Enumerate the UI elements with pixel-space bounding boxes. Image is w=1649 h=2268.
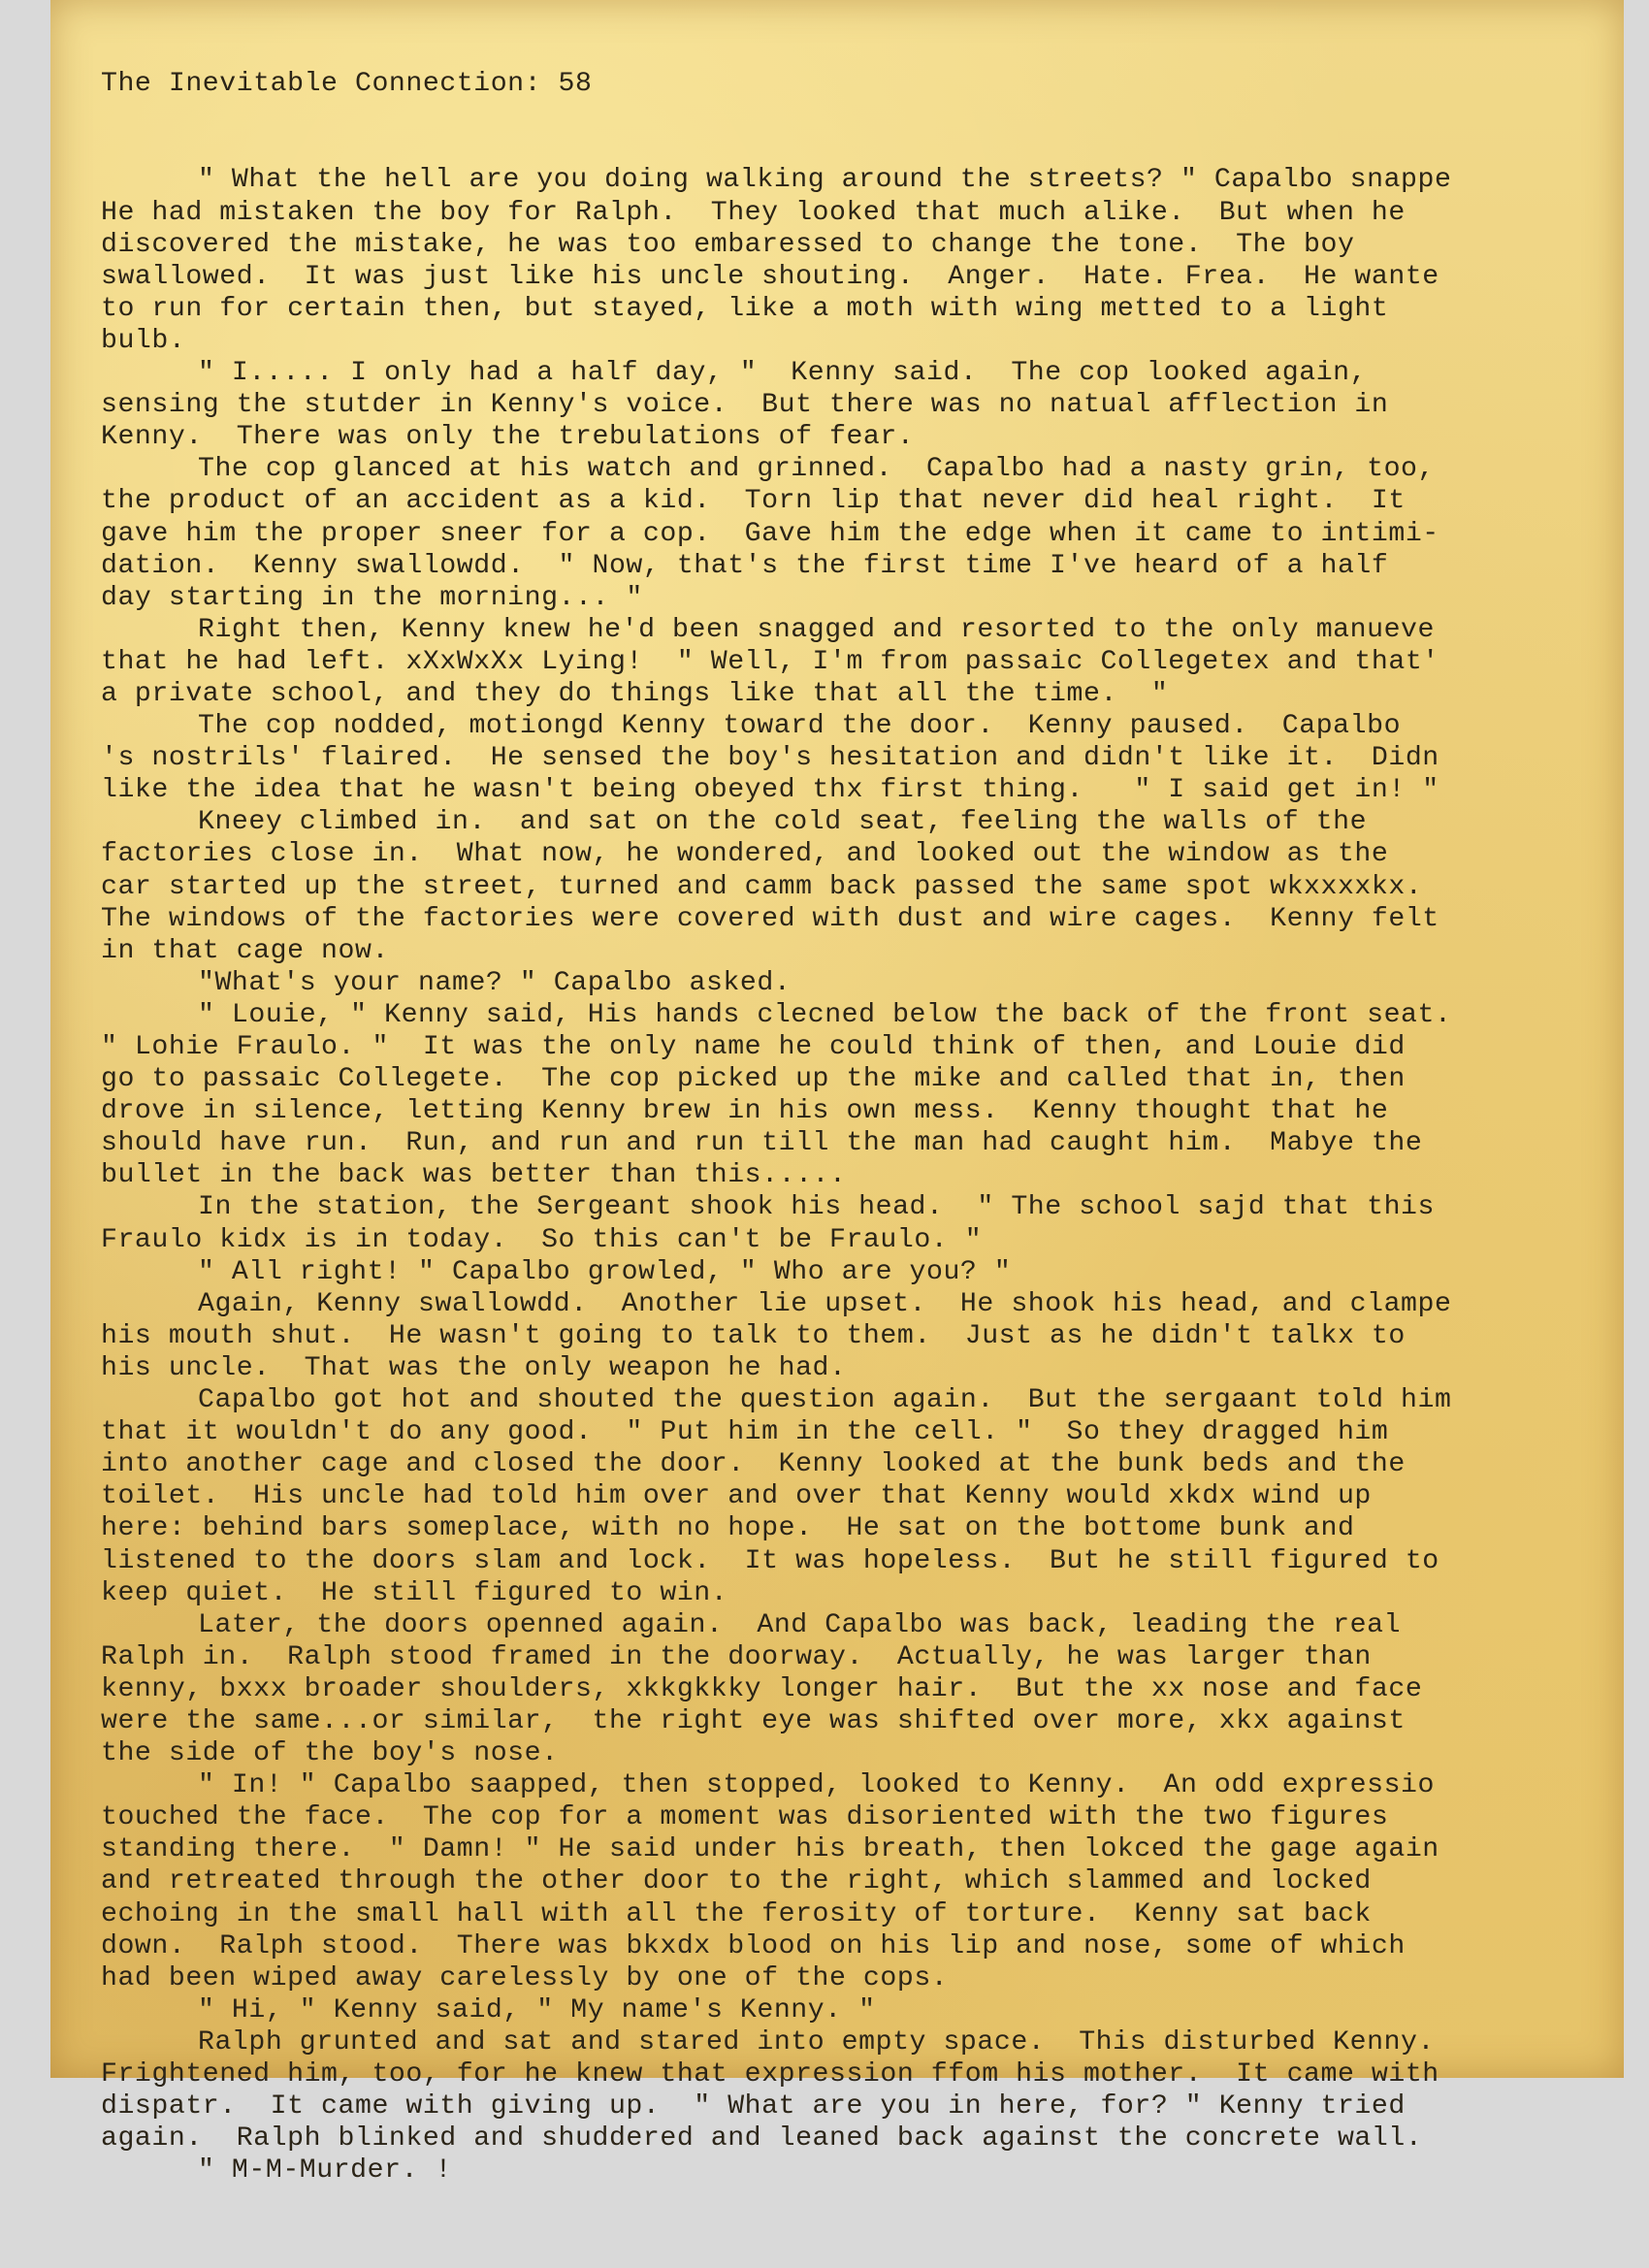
text-line: keep quiet. He still figured to win. [101, 1577, 728, 1608]
text-line: listened to the doors slam and lock. It was hopeless. But he still figured to [101, 1545, 1439, 1576]
page-header: The Inevitable Connection: 58 [101, 69, 593, 100]
text-line: " Louie, " Kenny said, His hands clecned below the back of the front seat. [198, 999, 1452, 1030]
text-line: should have run. Run, and run and run till the man had caught him. Mabye the [101, 1128, 1423, 1159]
text-line: Kenny. There was only the trebulations of fear. [101, 422, 915, 453]
text-line: 's nostrils' flaired. He sensed the boy's hesitation and didn't like it. Didn [101, 743, 1439, 774]
text-line: " Hi, " Kenny said, " My name's Kenny. " [198, 1994, 876, 2025]
text-line: day starting in the morning... " [101, 582, 643, 613]
text-line: " All right! " Capalbo growled, " Who are you? " [198, 1256, 1012, 1287]
text-line: his mouth shut. He wasn't going to talk to them. Just as he didn't talkx to [101, 1320, 1406, 1351]
text-line: Again, Kenny swallowdd. Another lie upset. He shook his head, and clampe [198, 1288, 1452, 1319]
text-line: Ralph in. Ralph stood framed in the doorway. Actually, he was larger than [101, 1641, 1372, 1672]
text-line: " What the hell are you doing walking around the streets? " Capalbo snappe [198, 165, 1452, 196]
text-line: gave him the proper sneer for a cop. Gave him the edge when it came to intimi- [101, 518, 1439, 549]
text-line: the product of an accident as a kid. Torn lip that never did heal right. It [101, 486, 1406, 517]
text-line: and retreated through the other door to the right, which slammed and locked [101, 1866, 1372, 1897]
text-line: " I..... I only had a half day, " Kenny said. The cop looked again, [198, 358, 1368, 389]
text-line: his uncle. That was the only weapon he had. [101, 1352, 847, 1383]
text-line: swallowed. It was just like his uncle shouting. Anger. Hate. Frea. He wante [101, 261, 1439, 292]
text-line: echoing in the small hall with all the ferosity of torture. Kenny sat back [101, 1898, 1372, 1929]
text-line: Kneey climbed in. and sat on the cold seat, feeling the walls of the [198, 807, 1368, 838]
text-line: like the idea that he wasn't being obeyed thx first thing. " I said get in! " [101, 775, 1439, 806]
text-line: that it wouldn't do any good. " Put him in the cell. " So they dragged him [101, 1417, 1389, 1448]
text-line: sensing the stutder in Kenny's voice. But there was no natual afflection in [101, 390, 1389, 421]
text-line: discovered the mistake, he was too embaressed to change the tone. The boy [101, 229, 1355, 260]
text-line: down. Ralph stood. There was bkxdx blood on his lip and nose, some of which [101, 1930, 1406, 1961]
text-line: standing there. " Damn! " He said under his breath, then lokced the gage again [101, 1834, 1439, 1865]
text-line: car started up the street, turned and camm back passed the same spot wkxxxxkx. [101, 871, 1423, 902]
text-line: that he had left. xXxWxXx Lying! " Well, I'm from passaic Collegetex and that' [101, 646, 1439, 677]
text-line: bullet in the back was better than this..... [101, 1160, 847, 1191]
text-line: The cop nodded, motiongd Kenny toward the door. Kenny paused. Capalbo [198, 711, 1402, 742]
body-lines [101, 164, 1620, 2187]
text-line: In the station, the Sergeant shook his head. " The school sajd that this [198, 1192, 1435, 1223]
text-line: here: behind bars someplace, with no hope. He sat on the bottome bunk and [101, 1513, 1355, 1544]
text-line: a private school, and they do things like that all the time. " [101, 678, 1169, 709]
text-line: Capalbo got hot and shouted the question again. But the sergaant told him [198, 1385, 1452, 1416]
text-line: to run for certain then, but stayed, like a moth with wing metted to a light [101, 293, 1389, 324]
text-line: drove in silence, letting Kenny brew in his own mess. Kenny thought that he [101, 1096, 1389, 1127]
text-line: dispatr. It came with giving up. " What are you in here, for? " Kenny tried [101, 2091, 1406, 2122]
text-line: into another cage and closed the door. Kenny looked at the bunk beds and the [101, 1449, 1406, 1480]
text-line: Later, the doors openned again. And Capalbo was back, leading the real [198, 1609, 1402, 1640]
text-line: go to passaic Collegete. The cop picked up the mike and called that in, then [101, 1064, 1406, 1095]
text-line: " Lohie Fraulo. " It was the only name he could think of then, and Louie did [101, 1032, 1406, 1062]
text-line: The cop glanced at his watch and grinned. Capalbo had a nasty grin, too, [198, 454, 1435, 485]
text-line: Right then, Kenny knew he'd been snagged and resorted to the only manueve [198, 614, 1435, 645]
text-line: dation. Kenny swallowdd. " Now, that's the first time I've heard of a half [101, 550, 1389, 581]
text-line: Fraulo kidx is in today. So this can't be Fraulo. " [101, 1224, 983, 1255]
text-line: again. Ralph blinked and shuddered and leaned back against the concrete wall. [101, 2123, 1423, 2155]
typewritten-page [50, 0, 1624, 2187]
text-line: Ralph grunted and sat and stared into empty space. This disturbed Kenny. [198, 2026, 1435, 2057]
text-line: He had mistaken the boy for Ralph. They looked that much alike. But when he [101, 197, 1406, 228]
text-line: The windows of the factories were covered with dust and wire cages. Kenny felt [101, 903, 1439, 934]
text-line: touched the face. The cop for a moment was disoriented with the two figures [101, 1802, 1389, 1833]
text-line: toilet. His uncle had told him over and over that Kenny would xkdx wind up [101, 1481, 1372, 1512]
text-line: kenny, bxxx broader shoulders, xkkgkkky longer hair. But the xx nose and face [101, 1673, 1423, 1704]
text-line: bulb. [101, 325, 186, 356]
text-line: "What's your name? " Capalbo asked. [198, 967, 792, 998]
text-line: Frightened him, too, for he knew that expression ffom his mother. It came with [101, 2059, 1439, 2090]
text-line: in that cage now. [101, 935, 389, 966]
text-line: factories close in. What now, he wondered, and looked out the window as the [101, 839, 1389, 870]
text-line: " M-M-Murder. ! [198, 2155, 452, 2187]
text-line: were the same...or similar, the right eye was shifted over more, xkx against [101, 1705, 1406, 1736]
text-line: had been wiped away carelessly by one of the cops. [101, 1962, 949, 1993]
text-line: " In! " Capalbo saapped, then stopped, looked to Kenny. An odd expressio [198, 1770, 1435, 1801]
page-text [101, 4, 1620, 2252]
text-line: the side of the boy's nose. [101, 1738, 559, 1769]
